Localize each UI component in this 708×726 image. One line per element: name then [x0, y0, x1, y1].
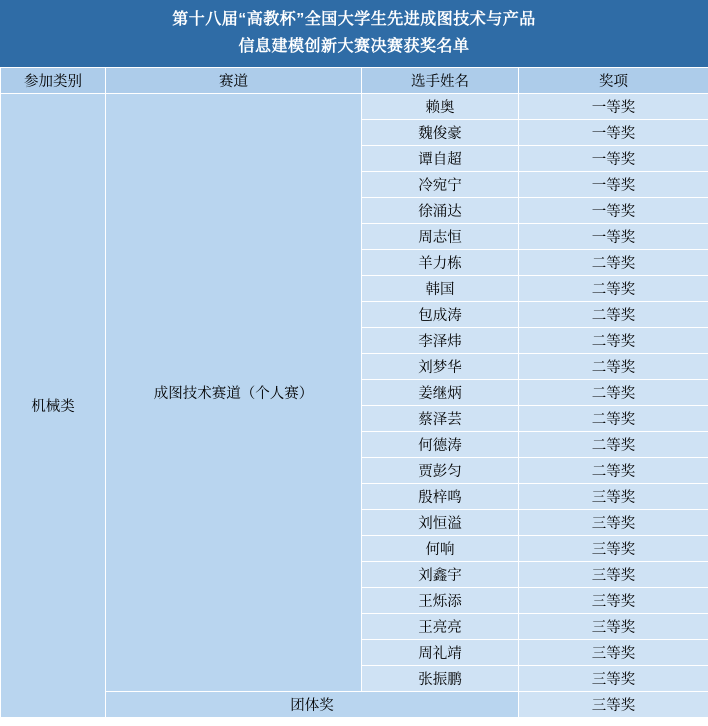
cell-participant-name: 张振鹏 [362, 666, 519, 692]
cell-award: 三等奖 [519, 640, 708, 666]
cell-participant-name: 姜继炳 [362, 380, 519, 406]
cell-award: 一等奖 [519, 120, 708, 146]
cell-participant-name: 赖奥 [362, 94, 519, 120]
cell-award: 二等奖 [519, 354, 708, 380]
table-row-team-award [1, 692, 708, 718]
cell-award: 三等奖 [519, 666, 708, 692]
cell-participant-name: 冷宛宁 [362, 172, 519, 198]
cell-participant-name: 何德涛 [362, 432, 519, 458]
cell-participant-name: 蔡泽芸 [362, 406, 519, 432]
cell-participant-name: 殷梓鸣 [362, 484, 519, 510]
cell-participant-name: 何响 [362, 536, 519, 562]
table-body [1, 94, 708, 718]
cell-team-award-value: 三等奖 [519, 692, 708, 718]
column-header-name: 选手姓名 [362, 68, 519, 94]
cell-participant-name: 刘梦华 [362, 354, 519, 380]
cell-award: 二等奖 [519, 406, 708, 432]
cell-participant-name: 包成涛 [362, 302, 519, 328]
table-header-row [1, 68, 708, 94]
cell-category: 机械类 [1, 94, 106, 718]
cell-participant-name: 魏俊豪 [362, 120, 519, 146]
cell-award: 三等奖 [519, 588, 708, 614]
cell-participant-name: 周礼靖 [362, 640, 519, 666]
cell-award: 三等奖 [519, 562, 708, 588]
cell-award: 三等奖 [519, 484, 708, 510]
cell-participant-name: 刘鑫宇 [362, 562, 519, 588]
table-row [1, 94, 708, 120]
cell-participant-name: 李泽炜 [362, 328, 519, 354]
cell-award: 三等奖 [519, 536, 708, 562]
cell-award: 一等奖 [519, 224, 708, 250]
cell-award: 三等奖 [519, 510, 708, 536]
award-table [0, 67, 708, 718]
cell-award: 二等奖 [519, 458, 708, 484]
column-header-category: 参加类别 [1, 68, 106, 94]
cell-award: 二等奖 [519, 328, 708, 354]
cell-award: 一等奖 [519, 146, 708, 172]
cell-award: 二等奖 [519, 432, 708, 458]
cell-award: 一等奖 [519, 172, 708, 198]
cell-participant-name: 周志恒 [362, 224, 519, 250]
cell-award: 二等奖 [519, 276, 708, 302]
title-line-1: 第十八届“高教杯”全国大学生先进成图技术与产品 [172, 11, 536, 28]
cell-award: 一等奖 [519, 198, 708, 224]
cell-participant-name: 王烁添 [362, 588, 519, 614]
column-header-award: 奖项 [519, 68, 708, 94]
cell-participant-name: 王亮亮 [362, 614, 519, 640]
document-title [0, 0, 708, 67]
cell-team-award-label: 团体奖 [106, 692, 519, 718]
column-header-track: 赛道 [106, 68, 362, 94]
cell-participant-name: 刘恒溢 [362, 510, 519, 536]
cell-award: 一等奖 [519, 94, 708, 120]
cell-award: 二等奖 [519, 380, 708, 406]
cell-award: 三等奖 [519, 614, 708, 640]
cell-participant-name: 贾彭匀 [362, 458, 519, 484]
cell-award: 二等奖 [519, 302, 708, 328]
cell-participant-name: 谭自超 [362, 146, 519, 172]
cell-participant-name: 徐涌达 [362, 198, 519, 224]
cell-participant-name: 韩国 [362, 276, 519, 302]
title-line-2: 信息建模创新大赛决赛获奖名单 [238, 38, 470, 55]
cell-award: 二等奖 [519, 250, 708, 276]
cell-track: 成图技术赛道（个人赛） [106, 94, 362, 692]
cell-participant-name: 羊力栋 [362, 250, 519, 276]
table-header [1, 68, 708, 94]
